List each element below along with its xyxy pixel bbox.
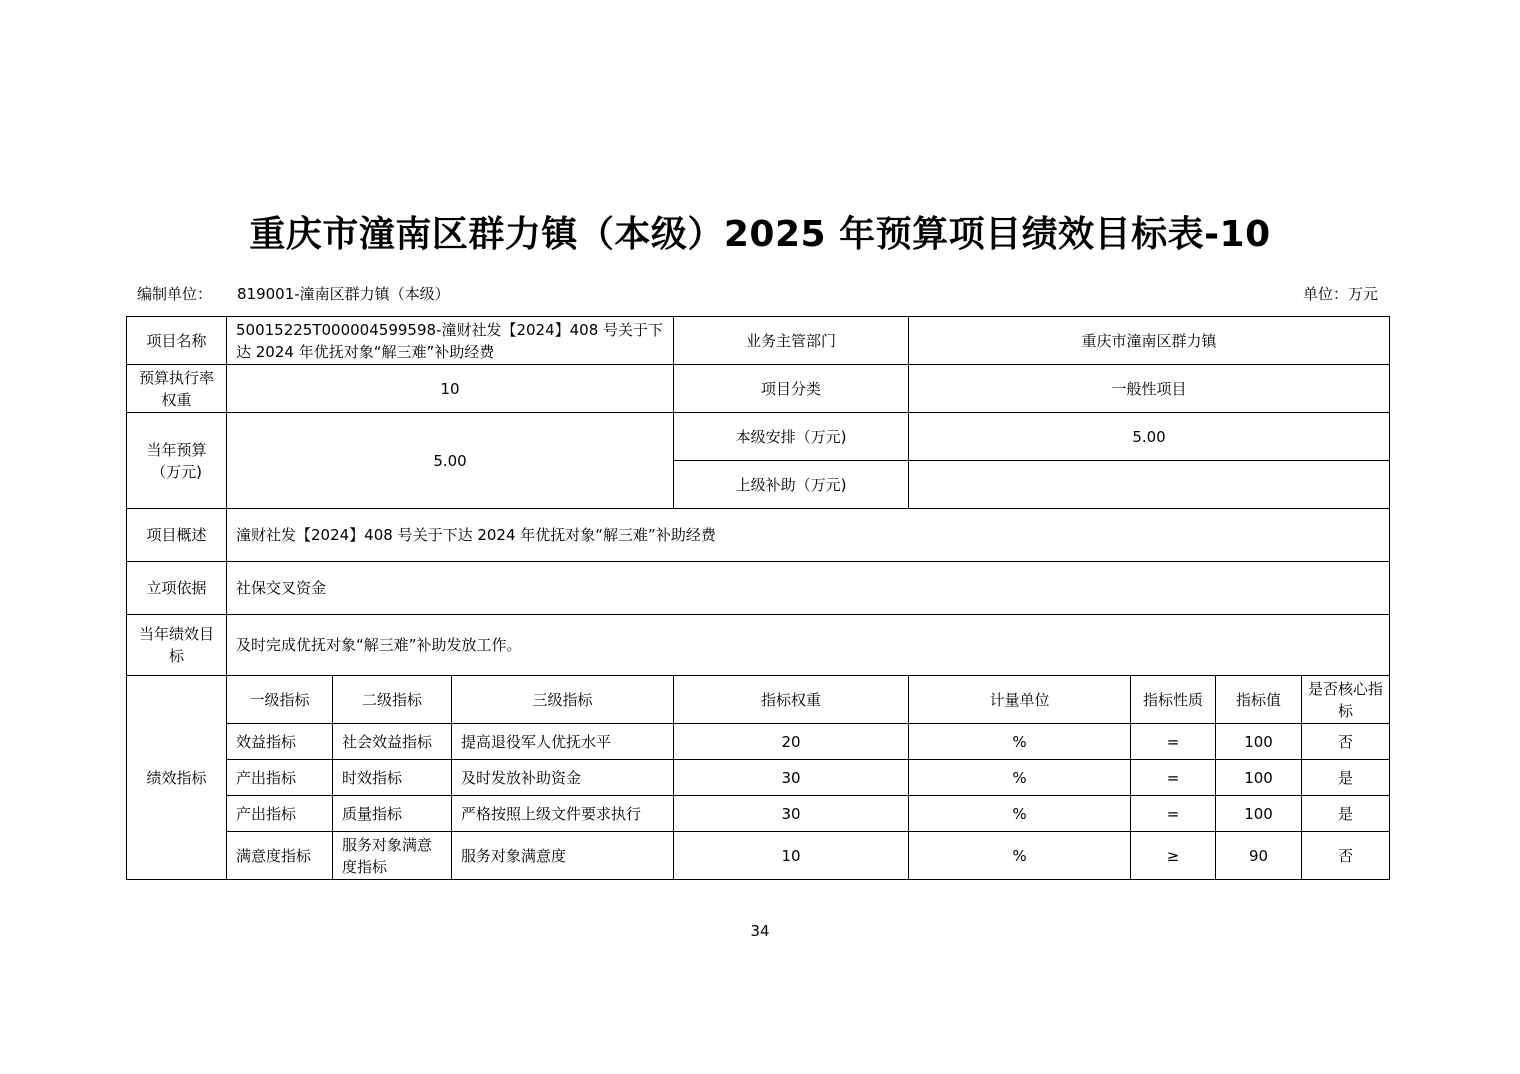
weight-label: 预算执行率权重: [127, 365, 227, 413]
cell-level1: 产出指标: [227, 760, 333, 796]
category-label: 项目分类: [674, 365, 909, 413]
header-level1: 一级指标: [227, 676, 333, 724]
cell-level2: 服务对象满意度指标: [333, 832, 452, 880]
cell-nature: =: [1131, 760, 1216, 796]
cell-level2: 时效指标: [333, 760, 452, 796]
cell-level3: 提高退役军人优抚水平: [452, 724, 674, 760]
cell-value: 100: [1216, 724, 1302, 760]
basis-label: 立项依据: [127, 562, 227, 615]
cell-level3: 及时发放补助资金: [452, 760, 674, 796]
table-row: [127, 760, 1390, 796]
header-nature: 指标性质: [1131, 676, 1216, 724]
header-core: 是否核心指标: [1302, 676, 1390, 724]
cell-weight: 30: [674, 760, 909, 796]
cell-level2: 质量指标: [333, 796, 452, 832]
cell-core: 是: [1302, 760, 1390, 796]
table-row: [127, 724, 1390, 760]
cell-value: 100: [1216, 760, 1302, 796]
cell-nature: =: [1131, 724, 1216, 760]
compiling-unit-label: 编制单位：: [137, 285, 213, 303]
dept-value: 重庆市潼南区群力镇: [909, 317, 1390, 365]
cell-core: 否: [1302, 724, 1390, 760]
page-title: 重庆市潼南区群力镇（本级）2025 年预算项目绩效目标表-10: [249, 214, 1271, 255]
cell-nature: =: [1131, 796, 1216, 832]
header-value: 指标值: [1216, 676, 1302, 724]
cell-nature: ≥: [1131, 832, 1216, 880]
performance-table: [126, 316, 1390, 880]
cell-level1: 产出指标: [227, 796, 333, 832]
superior-subsidy-value: [909, 461, 1390, 509]
cell-unit: %: [909, 760, 1131, 796]
money-unit: 单位：万元: [1302, 285, 1378, 303]
basis-value: 社保交叉资金: [227, 562, 1390, 615]
cell-level2: 社会效益指标: [333, 724, 452, 760]
overview-label: 项目概述: [127, 509, 227, 562]
cell-weight: 20: [674, 724, 909, 760]
page-number: 34: [750, 922, 770, 940]
goal-value: 及时完成优抚对象“解三难”补助发放工作。: [227, 615, 1390, 676]
cell-value: 100: [1216, 796, 1302, 832]
dept-label: 业务主管部门: [674, 317, 909, 365]
cell-level3: 严格按照上级文件要求执行: [452, 796, 674, 832]
superior-subsidy-label: 上级补助（万元): [674, 461, 909, 509]
overview-value: 潼财社发【2024】408 号关于下达 2024 年优抚对象“解三难”补助经费: [227, 509, 1390, 562]
cell-weight: 10: [674, 832, 909, 880]
cell-level3: 服务对象满意度: [452, 832, 674, 880]
cell-unit: %: [909, 724, 1131, 760]
header-level2: 二级指标: [333, 676, 452, 724]
weight-value: 10: [227, 365, 674, 413]
cell-value: 90: [1216, 832, 1302, 880]
indicators-section-label: 绩效指标: [127, 676, 227, 880]
cell-unit: %: [909, 832, 1131, 880]
local-budget-value: 5.00: [909, 413, 1390, 461]
table-row: [127, 796, 1390, 832]
table-row: [127, 832, 1390, 880]
header-weight: 指标权重: [674, 676, 909, 724]
local-budget-label: 本级安排（万元): [674, 413, 909, 461]
goal-label: 当年绩效目标: [127, 615, 227, 676]
project-name-label: 项目名称: [127, 317, 227, 365]
cell-core: 否: [1302, 832, 1390, 880]
cell-level1: 效益指标: [227, 724, 333, 760]
cell-level1: 满意度指标: [227, 832, 333, 880]
budget-value: 5.00: [227, 413, 674, 509]
budget-label: 当年预算（万元): [127, 413, 227, 509]
header-unit: 计量单位: [909, 676, 1131, 724]
cell-core: 是: [1302, 796, 1390, 832]
cell-weight: 30: [674, 796, 909, 832]
cell-unit: %: [909, 796, 1131, 832]
header-level3: 三级指标: [452, 676, 674, 724]
project-name-value: 50015225T000004599598-潼财社发【2024】408 号关于下达 2024 年优抚对象“解三难”补助经费: [227, 317, 674, 365]
category-value: 一般性项目: [909, 365, 1390, 413]
compiling-unit-value: 819001-潼南区群力镇（本级）: [237, 285, 450, 303]
